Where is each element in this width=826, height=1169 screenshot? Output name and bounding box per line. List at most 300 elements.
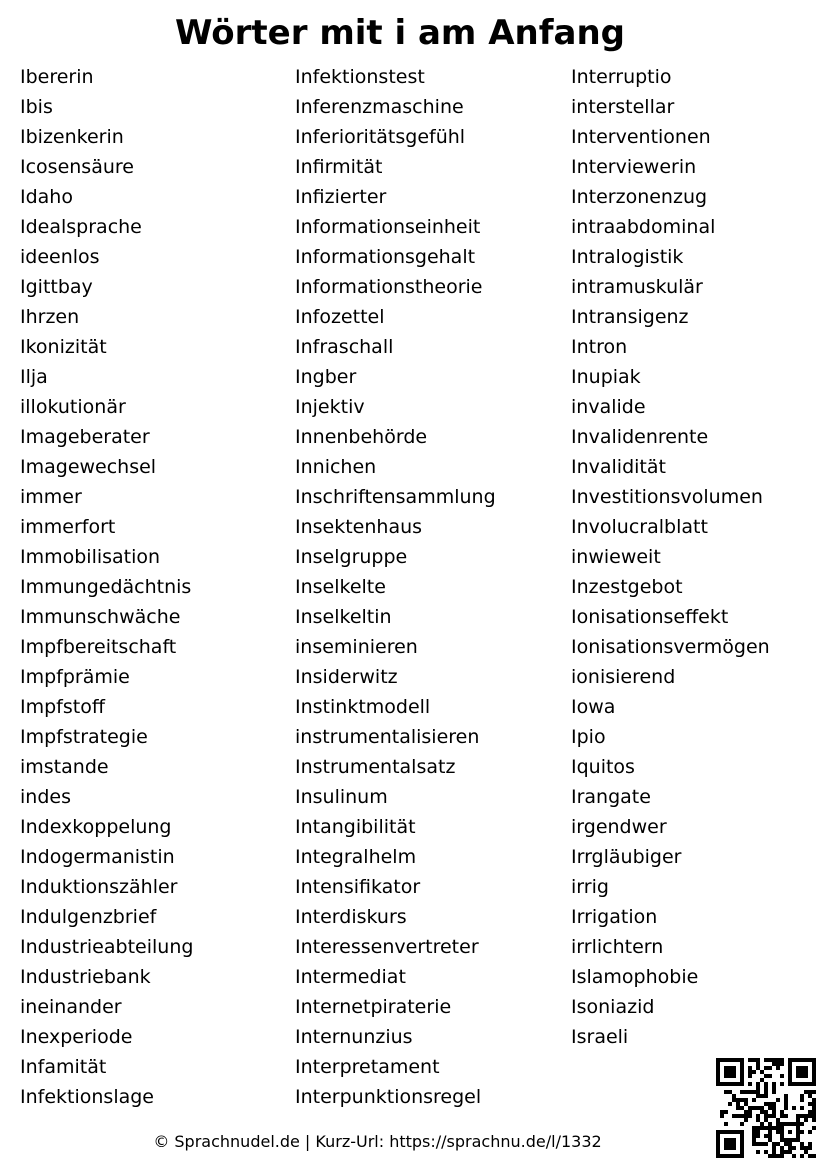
qr-module	[780, 1062, 784, 1066]
qr-module	[784, 1142, 788, 1146]
word-item: immer	[20, 486, 82, 508]
word-item: Inupiak	[571, 366, 641, 388]
word-item: invalide	[571, 396, 646, 418]
word-item: Intralogistik	[571, 246, 684, 268]
qr-module	[776, 1066, 780, 1070]
word-item: Idaho	[20, 186, 73, 208]
qr-module	[760, 1110, 764, 1114]
word-item: Insulinum	[295, 786, 388, 808]
qr-module	[768, 1130, 772, 1134]
word-item: Ibizenkerin	[20, 126, 124, 148]
qr-module	[756, 1086, 760, 1090]
qr-code-icon	[716, 1058, 816, 1158]
qr-module	[740, 1058, 744, 1062]
qr-module	[808, 1114, 812, 1118]
qr-module	[776, 1154, 780, 1158]
qr-module	[740, 1066, 744, 1070]
qr-module	[728, 1074, 732, 1078]
qr-module	[768, 1114, 772, 1118]
qr-module	[740, 1114, 744, 1118]
qr-module	[760, 1106, 764, 1110]
qr-module	[756, 1066, 760, 1070]
qr-module	[772, 1086, 776, 1090]
word-item: intramuskulär	[571, 276, 703, 298]
word-item: Igittbay	[20, 276, 93, 298]
qr-module	[728, 1066, 732, 1070]
qr-module	[812, 1082, 816, 1086]
word-item: Instinktmodell	[295, 696, 431, 718]
word-item: Irrigation	[571, 906, 658, 928]
qr-module	[752, 1090, 756, 1094]
qr-module	[804, 1070, 808, 1074]
word-item: Impfstrategie	[20, 726, 148, 748]
qr-module	[752, 1126, 756, 1130]
word-item: Informationseinheit	[295, 216, 481, 238]
qr-module	[788, 1074, 792, 1078]
qr-module	[724, 1074, 728, 1078]
qr-module	[716, 1082, 720, 1086]
qr-module	[772, 1102, 776, 1106]
qr-module	[768, 1122, 772, 1126]
word-item: Inselkelte	[295, 576, 386, 598]
qr-module	[756, 1094, 760, 1098]
qr-module	[736, 1058, 740, 1062]
qr-module	[788, 1082, 792, 1086]
qr-module	[716, 1066, 720, 1070]
qr-module	[752, 1134, 756, 1138]
qr-module	[720, 1058, 724, 1062]
qr-module	[732, 1058, 736, 1062]
qr-module	[796, 1074, 800, 1078]
word-item: irrig	[571, 876, 609, 898]
word-item: Infraschall	[295, 336, 394, 358]
qr-module	[784, 1114, 788, 1118]
qr-module	[732, 1138, 736, 1142]
word-item: irrlichtern	[571, 936, 664, 958]
qr-module	[716, 1058, 720, 1062]
qr-module	[804, 1146, 808, 1150]
footer-copyright: © Sprachnudel.de | Kurz-Url: https://sprachnu.de/l/1332	[153, 1132, 602, 1151]
word-item: Innenbehörde	[295, 426, 428, 448]
qr-module	[724, 1070, 728, 1074]
word-item: Indulgenzbrief	[20, 906, 157, 928]
qr-module	[716, 1130, 720, 1134]
qr-module	[788, 1150, 792, 1154]
qr-module	[768, 1138, 772, 1142]
qr-module	[796, 1138, 800, 1142]
qr-module	[744, 1098, 748, 1102]
qr-module	[736, 1130, 740, 1134]
qr-module	[804, 1114, 808, 1118]
qr-module	[772, 1090, 776, 1094]
qr-module	[760, 1122, 764, 1126]
word-item: Informationstheorie	[295, 276, 483, 298]
qr-module	[772, 1106, 776, 1110]
qr-module	[732, 1114, 736, 1118]
qr-module	[772, 1114, 776, 1118]
qr-module	[780, 1126, 784, 1130]
word-column-3	[571, 62, 770, 1052]
qr-module	[728, 1058, 732, 1062]
qr-module	[756, 1106, 760, 1110]
word-item: Inzestgebot	[571, 576, 683, 598]
qr-module	[732, 1142, 736, 1146]
qr-module	[788, 1058, 792, 1062]
qr-module	[716, 1154, 720, 1158]
word-item: immerfort	[20, 516, 116, 538]
qr-module	[740, 1106, 744, 1110]
word-item: Ihrzen	[20, 306, 80, 328]
qr-module	[772, 1142, 776, 1146]
qr-module	[748, 1114, 752, 1118]
word-item: ineinander	[20, 996, 122, 1018]
qr-module	[808, 1058, 812, 1062]
qr-module	[748, 1110, 752, 1114]
qr-module	[800, 1146, 804, 1150]
word-item: Indexkoppelung	[20, 816, 172, 838]
qr-module	[768, 1134, 772, 1138]
qr-module	[808, 1094, 812, 1098]
qr-module	[784, 1106, 788, 1110]
qr-module	[788, 1078, 792, 1082]
word-item: Impfprämie	[20, 666, 130, 688]
qr-module	[760, 1070, 764, 1074]
word-item: Interpunktionsregel	[295, 1086, 482, 1108]
qr-module	[780, 1130, 784, 1134]
qr-module	[768, 1102, 772, 1106]
word-item: Impfbereitschaft	[20, 636, 177, 658]
word-item: Iquitos	[571, 756, 635, 778]
qr-module	[748, 1058, 752, 1062]
qr-module	[748, 1082, 752, 1086]
qr-module	[792, 1058, 796, 1062]
word-item: Insiderwitz	[295, 666, 398, 688]
qr-module	[736, 1114, 740, 1118]
qr-module	[736, 1106, 740, 1110]
qr-module	[788, 1062, 792, 1066]
qr-module	[772, 1154, 776, 1158]
word-item: Injektiv	[295, 396, 365, 418]
qr-module	[776, 1058, 780, 1062]
word-item: Interessenvertreter	[295, 936, 479, 958]
word-item: Icosensäure	[20, 156, 134, 178]
qr-module	[788, 1066, 792, 1070]
qr-module	[756, 1134, 760, 1138]
qr-module	[740, 1146, 744, 1150]
qr-module	[752, 1106, 756, 1110]
word-item: Invalidenrente	[571, 426, 709, 448]
qr-module	[728, 1146, 732, 1150]
word-item: Investitionsvolumen	[571, 486, 763, 508]
qr-module	[716, 1142, 720, 1146]
word-item: Intermediat	[295, 966, 406, 988]
qr-module	[756, 1150, 760, 1154]
word-item: Iowa	[571, 696, 616, 718]
qr-module	[812, 1070, 816, 1074]
qr-module	[732, 1074, 736, 1078]
qr-module	[740, 1090, 744, 1094]
word-item: Instrumentalsatz	[295, 756, 456, 778]
qr-module	[736, 1082, 740, 1086]
qr-module	[796, 1082, 800, 1086]
qr-module	[772, 1058, 776, 1062]
qr-module	[768, 1154, 772, 1158]
qr-module	[768, 1074, 772, 1078]
word-item: Interzonenzug	[571, 186, 708, 208]
word-item: Islamophobie	[571, 966, 699, 988]
qr-module	[716, 1070, 720, 1074]
qr-module	[800, 1082, 804, 1086]
qr-module	[772, 1146, 776, 1150]
qr-module	[780, 1146, 784, 1150]
qr-module	[812, 1062, 816, 1066]
qr-module	[812, 1074, 816, 1078]
qr-module	[792, 1154, 796, 1158]
qr-module	[800, 1114, 804, 1118]
qr-module	[748, 1090, 752, 1094]
qr-module	[724, 1130, 728, 1134]
qr-module	[784, 1138, 788, 1142]
qr-module	[716, 1150, 720, 1154]
qr-module	[780, 1082, 784, 1086]
qr-module	[716, 1078, 720, 1082]
qr-module	[720, 1130, 724, 1134]
qr-module	[812, 1114, 816, 1118]
qr-module	[752, 1070, 756, 1074]
qr-module	[760, 1078, 764, 1082]
qr-module	[760, 1126, 764, 1130]
qr-module	[724, 1138, 728, 1142]
qr-module	[764, 1082, 768, 1086]
qr-module	[780, 1074, 784, 1078]
word-item: inseminieren	[295, 636, 418, 658]
qr-module	[812, 1154, 816, 1158]
qr-module	[752, 1098, 756, 1102]
qr-module	[768, 1126, 772, 1130]
qr-module	[808, 1082, 812, 1086]
word-item: Immobilisation	[20, 546, 161, 568]
qr-module	[764, 1066, 768, 1070]
qr-module	[776, 1098, 780, 1102]
qr-module	[780, 1134, 784, 1138]
qr-module	[756, 1062, 760, 1066]
qr-module	[784, 1098, 788, 1102]
qr-module	[808, 1090, 812, 1094]
qr-module	[720, 1154, 724, 1158]
qr-module	[812, 1058, 816, 1062]
word-item: ionisierend	[571, 666, 676, 688]
word-item: Inselgruppe	[295, 546, 408, 568]
qr-module	[796, 1066, 800, 1070]
qr-module	[780, 1114, 784, 1118]
qr-module	[748, 1106, 752, 1110]
qr-module	[764, 1134, 768, 1138]
qr-module	[740, 1082, 744, 1086]
qr-module	[780, 1122, 784, 1126]
word-item: Infirmität	[295, 156, 383, 178]
qr-module	[732, 1146, 736, 1150]
qr-module	[804, 1090, 808, 1094]
qr-module	[732, 1094, 736, 1098]
qr-module	[724, 1090, 728, 1094]
qr-module	[724, 1142, 728, 1146]
word-item: Induktionszähler	[20, 876, 178, 898]
qr-module	[756, 1126, 760, 1130]
word-item: irgendwer	[571, 816, 667, 838]
word-item: illokutionär	[20, 396, 126, 418]
word-item: Intangibilität	[295, 816, 416, 838]
page-title: Wörter mit i am Anfang	[174, 13, 625, 53]
word-item: Inselkeltin	[295, 606, 392, 628]
qr-module	[804, 1058, 808, 1062]
qr-module	[808, 1130, 812, 1134]
qr-module	[800, 1130, 804, 1134]
qr-module	[740, 1150, 744, 1154]
qr-module	[800, 1106, 804, 1110]
qr-module	[752, 1142, 756, 1146]
qr-module	[764, 1086, 768, 1090]
word-item: Industriebank	[20, 966, 151, 988]
qr-module	[732, 1130, 736, 1134]
qr-module	[748, 1066, 752, 1070]
qr-module	[784, 1102, 788, 1106]
qr-module	[804, 1074, 808, 1078]
qr-module	[720, 1114, 724, 1118]
qr-module	[736, 1102, 740, 1106]
qr-module	[768, 1066, 772, 1070]
word-item: Interruptio	[571, 66, 672, 88]
word-item: Infektionslage	[20, 1086, 154, 1108]
qr-module	[740, 1098, 744, 1102]
word-column-1	[20, 62, 193, 1112]
qr-module	[744, 1110, 748, 1114]
qr-module	[756, 1142, 760, 1146]
word-item: Interviewerin	[571, 156, 697, 178]
qr-module	[776, 1126, 780, 1130]
word-item: ideenlos	[20, 246, 100, 268]
word-item: Isoniazid	[571, 996, 655, 1018]
qr-module	[720, 1082, 724, 1086]
qr-module	[796, 1058, 800, 1062]
qr-module	[716, 1138, 720, 1142]
qr-module	[732, 1082, 736, 1086]
word-item: Intron	[571, 336, 628, 358]
qr-module	[772, 1126, 776, 1130]
qr-module	[764, 1142, 768, 1146]
word-item: Innichen	[295, 456, 377, 478]
word-item: Imageberater	[20, 426, 150, 448]
qr-module	[732, 1070, 736, 1074]
word-item: Impfstoff	[20, 696, 105, 718]
qr-module	[736, 1154, 740, 1158]
qr-module	[748, 1074, 752, 1078]
qr-module	[796, 1122, 800, 1126]
qr-module	[796, 1130, 800, 1134]
qr-module	[752, 1130, 756, 1134]
qr-module	[808, 1154, 812, 1158]
qr-module	[768, 1106, 772, 1110]
qr-module	[788, 1122, 792, 1126]
qr-module	[764, 1126, 768, 1130]
qr-module	[764, 1094, 768, 1098]
qr-module	[800, 1070, 804, 1074]
qr-module	[736, 1098, 740, 1102]
qr-module	[800, 1074, 804, 1078]
qr-module	[764, 1114, 768, 1118]
qr-module	[800, 1058, 804, 1062]
qr-module	[776, 1142, 780, 1146]
qr-module	[732, 1066, 736, 1070]
qr-module	[812, 1098, 816, 1102]
qr-module	[780, 1058, 784, 1062]
qr-module	[756, 1114, 760, 1118]
word-item: Ibis	[20, 96, 53, 118]
qr-module	[796, 1114, 800, 1118]
qr-module	[784, 1122, 788, 1126]
word-item: Immunschwäche	[20, 606, 181, 628]
qr-module	[772, 1150, 776, 1154]
word-item: Inschriftensammlung	[295, 486, 496, 508]
qr-module	[812, 1090, 816, 1094]
qr-module	[740, 1062, 744, 1066]
word-item: Invalidität	[571, 456, 666, 478]
qr-module	[724, 1058, 728, 1062]
qr-module	[744, 1118, 748, 1122]
qr-module	[776, 1122, 780, 1126]
word-item: Inexperiode	[20, 1026, 133, 1048]
word-item: Involucralblatt	[571, 516, 708, 538]
word-item: Infektionstest	[295, 66, 425, 88]
qr-module	[804, 1118, 808, 1122]
qr-module	[780, 1150, 784, 1154]
word-column-2	[295, 62, 496, 1112]
qr-module	[740, 1142, 744, 1146]
qr-module	[812, 1102, 816, 1106]
qr-module	[780, 1110, 784, 1114]
qr-module	[740, 1130, 744, 1134]
word-item: inwieweit	[571, 546, 661, 568]
qr-module	[728, 1082, 732, 1086]
qr-module	[776, 1118, 780, 1122]
qr-module	[772, 1082, 776, 1086]
qr-module	[764, 1058, 768, 1062]
qr-module	[728, 1090, 732, 1094]
word-item: Interpretament	[295, 1056, 440, 1078]
qr-module	[744, 1114, 748, 1118]
qr-module	[756, 1082, 760, 1086]
qr-module	[792, 1082, 796, 1086]
word-item: Immungedächtnis	[20, 576, 192, 598]
qr-module	[724, 1066, 728, 1070]
qr-module	[800, 1154, 804, 1158]
word-item: Inferenzmaschine	[295, 96, 464, 118]
qr-module	[812, 1126, 816, 1130]
qr-module	[744, 1090, 748, 1094]
qr-module	[728, 1130, 732, 1134]
qr-module	[788, 1146, 792, 1150]
qr-module	[724, 1122, 728, 1126]
qr-module	[744, 1102, 748, 1106]
qr-module	[800, 1142, 804, 1146]
word-item: instrumentalisieren	[295, 726, 480, 748]
qr-module	[728, 1142, 732, 1146]
word-item: Infamität	[20, 1056, 107, 1078]
qr-module	[792, 1138, 796, 1142]
qr-module	[728, 1154, 732, 1158]
qr-module	[804, 1082, 808, 1086]
qr-module	[808, 1146, 812, 1150]
qr-module	[740, 1134, 744, 1138]
